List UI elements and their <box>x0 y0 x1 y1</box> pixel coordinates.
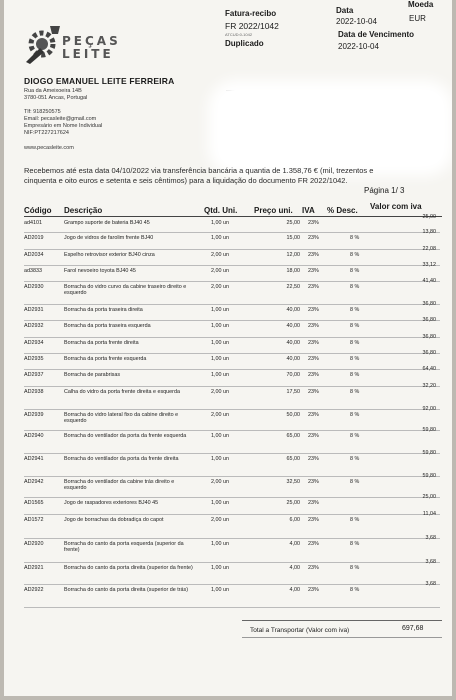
cell-value: 59,80 <box>422 450 436 456</box>
cell-iva: 23% <box>308 565 319 571</box>
cell-disc: 8 % <box>350 587 360 593</box>
cell-qty: 1,00 un <box>211 356 229 362</box>
company-website: www.pecasleite.com <box>24 145 74 151</box>
logo-text-line1: PEÇAS <box>62 34 121 48</box>
cell-qty: 2,00 un <box>211 412 229 418</box>
cell-disc: 8 % <box>350 268 360 274</box>
cell-disc: 8 % <box>350 252 360 258</box>
cell-desc: Borracha do canto da porta direita (superior da frente) <box>64 565 193 571</box>
row-divider <box>24 562 440 563</box>
cell-price: 15,00 <box>286 235 300 241</box>
invoice-page <box>4 0 452 696</box>
cell-desc: Espelho retrovisor exterior BJ40 cinza <box>64 252 155 258</box>
cell-code: AD2931 <box>24 307 44 313</box>
cell-price: 25,00 <box>286 220 300 226</box>
cell-value: 32,20 <box>422 383 436 389</box>
cell-code: AD2921 <box>24 565 44 571</box>
cell-value: 13,80 <box>422 229 436 235</box>
cell-price: 65,00 <box>286 433 300 439</box>
cell-desc: Borracha do vidro curvo da cabine traseiro direito e esquerdo <box>64 284 187 297</box>
gear-icon <box>24 22 64 64</box>
cell-qty: 1,00 un <box>211 456 229 462</box>
cell-desc: Grampo suporte de bateria BJ40 45 <box>64 220 150 226</box>
cell-disc: 8 % <box>350 541 360 547</box>
cell-qty: 1,00 un <box>211 340 229 346</box>
cell-value: 3,68 <box>425 581 436 587</box>
cell-disc: 8 % <box>350 389 360 395</box>
cell-qty: 2,00 un <box>211 268 229 274</box>
cell-value: 41,40 <box>422 278 436 284</box>
cell-desc: Borracha do ventilador da cabine trás direito e esquerdo <box>64 479 175 492</box>
total-value: 697,68 <box>402 625 424 632</box>
cell-iva: 23% <box>308 340 319 346</box>
cell-desc: Jogo de vidros de farolim frente BJ40 <box>64 235 154 241</box>
cell-qty: 2,00 un <box>211 284 229 290</box>
company-name: DIOGO EMANUEL LEITE FERREIRA <box>24 76 175 86</box>
logo-text-line2: LEITE <box>62 47 114 61</box>
cell-value: 25,00 <box>422 494 436 500</box>
cell-iva: 23% <box>308 284 319 290</box>
row-divider <box>24 353 440 354</box>
cell-qty: 2,00 un <box>211 389 229 395</box>
cell-value: 59,80 <box>422 427 436 433</box>
company-address-line2: 3780-051 Ancas, Portugal <box>24 95 88 101</box>
row-divider <box>24 320 440 321</box>
row-divider <box>24 337 440 338</box>
cell-code: AD2937 <box>24 372 44 378</box>
col-header-description: Descrição <box>64 206 103 215</box>
cell-value: 25,00 <box>422 214 436 220</box>
cell-desc: Borracha da porta traseira direita <box>64 307 143 313</box>
row-divider <box>24 265 440 266</box>
due-date-label: Data de Vencimento <box>338 30 415 39</box>
cell-price: 17,50 <box>286 389 300 395</box>
cell-price: 6,00 <box>289 517 300 523</box>
cell-price: 40,00 <box>286 340 300 346</box>
cell-iva: 23% <box>308 479 319 485</box>
row-divider <box>24 386 440 387</box>
cell-desc: Farol nevoeiro toyota BJ40 45 <box>64 268 136 274</box>
cell-code: AD2034 <box>24 252 44 258</box>
cell-disc: 8 % <box>350 340 360 346</box>
page-indicator: Página 1/ 3 <box>364 186 405 195</box>
cell-value: 33,12 <box>422 262 436 268</box>
row-divider <box>24 607 440 608</box>
cell-value: 22,08 <box>422 246 436 252</box>
cell-code: AD2920 <box>24 541 44 547</box>
cell-code: AD2930 <box>24 284 44 290</box>
cell-value: 3,68 <box>425 559 436 565</box>
cell-qty: 2,00 un <box>211 252 229 258</box>
cell-qty: 1,00 un <box>211 587 229 593</box>
cell-price: 22,50 <box>286 284 300 290</box>
client-redaction <box>218 90 444 166</box>
cell-code: AD2935 <box>24 356 44 362</box>
company-phone: Tlf: 918250575 <box>24 109 61 115</box>
cell-disc: 8 % <box>350 456 360 462</box>
company-address-line1: Rua da Ameixoeira 14B <box>24 88 82 94</box>
cell-price: 40,00 <box>286 307 300 313</box>
cell-iva: 23% <box>308 433 319 439</box>
cell-disc: 8 % <box>350 372 360 378</box>
cell-desc: Jogo de raspadores exteriores BJ40 45 <box>64 500 159 506</box>
row-divider <box>24 497 440 498</box>
company-email: Email: pecasleite@gmail.com <box>24 116 97 122</box>
cell-disc: 8 % <box>350 307 360 313</box>
cell-price: 32,50 <box>286 479 300 485</box>
cell-code: ad4101 <box>24 220 42 226</box>
cell-code: AD2922 <box>24 587 44 593</box>
cell-code: AD2938 <box>24 389 44 395</box>
cell-qty: 2,00 un <box>211 517 229 523</box>
cell-qty: 1,00 un <box>211 220 229 226</box>
cell-value: 36,80 <box>422 334 436 340</box>
col-header-qty: Qtd. Uni. <box>204 206 238 215</box>
col-header-code: Código <box>24 206 52 215</box>
doc-atcud: ATCUD:0-1042 <box>225 32 253 37</box>
cell-disc: 8 % <box>350 479 360 485</box>
cell-iva: 23% <box>308 456 319 462</box>
cell-code: AD2942 <box>24 479 44 485</box>
cell-disc: 8 % <box>350 356 360 362</box>
cell-value: 92,00 <box>422 406 436 412</box>
cell-value: 59,80 <box>422 473 436 479</box>
cell-value: 36,80 <box>422 317 436 323</box>
cell-price: 12,00 <box>286 252 300 258</box>
cell-iva: 23% <box>308 517 319 523</box>
row-divider <box>24 304 440 305</box>
company-regime: Empresário em Nome Individual <box>24 123 103 129</box>
cell-disc: 8 % <box>350 433 360 439</box>
cell-iva: 23% <box>308 412 319 418</box>
cell-desc: Borracha do canto da porta esquerda (superior da frente) <box>64 541 184 554</box>
company-logo <box>24 20 134 64</box>
cell-iva: 23% <box>308 307 319 313</box>
cell-value: 3,68 <box>425 535 436 541</box>
cell-iva: 23% <box>308 587 319 593</box>
cell-code: AD2940 <box>24 433 44 439</box>
doc-date: 2022-10-04 <box>336 17 377 26</box>
cell-desc: Borracha da porta traseira esquerda <box>64 323 151 329</box>
doc-number: FR 2022/1042 <box>225 21 279 31</box>
due-date: 2022-10-04 <box>338 42 379 51</box>
cell-iva: 23% <box>308 220 319 226</box>
cell-code: AD2939 <box>24 412 44 418</box>
cell-price: 70,00 <box>286 372 300 378</box>
cell-desc: Borracha de parabrisas <box>64 372 121 378</box>
cell-code: AD2941 <box>24 456 44 462</box>
cell-desc: Borracha do ventilador da porta da frente esquerda <box>64 433 187 439</box>
cell-value: 11,04 <box>422 511 436 517</box>
cell-qty: 2,00 un <box>211 479 229 485</box>
cell-iva: 23% <box>308 500 319 506</box>
cell-qty: 1,00 un <box>211 500 229 506</box>
cell-price: 18,00 <box>286 268 300 274</box>
col-header-value: Valor com iva <box>370 202 422 211</box>
row-divider <box>24 369 440 370</box>
col-header-price: Preço uni. <box>254 206 293 215</box>
cell-iva: 23% <box>308 323 319 329</box>
cell-disc: 8 % <box>350 235 360 241</box>
row-divider <box>24 409 440 410</box>
cell-disc: 8 % <box>350 412 360 418</box>
cell-qty: 1,00 un <box>211 235 229 241</box>
row-divider <box>24 453 440 454</box>
cell-desc: Calha do vidro da porta frente direita e esquerda <box>64 389 180 395</box>
cell-qty: 1,00 un <box>211 323 229 329</box>
row-divider <box>24 430 440 431</box>
col-header-discount: % Desc. <box>327 206 358 215</box>
cell-desc: Borracha do vidro lateral fixo da cabine direito e esquerdo <box>64 412 179 425</box>
cell-qty: 1,00 un <box>211 541 229 547</box>
total-label: Total a Transportar (Valor com iva) <box>250 627 350 634</box>
cell-price: 65,00 <box>286 456 300 462</box>
cell-disc: 8 % <box>350 323 360 329</box>
cell-price: 40,00 <box>286 323 300 329</box>
cell-qty: 1,00 un <box>211 307 229 313</box>
doc-currency: EUR <box>409 14 426 23</box>
cell-disc: 8 % <box>350 284 360 290</box>
cell-code: AD2934 <box>24 340 44 346</box>
cell-price: 25,00 <box>286 500 300 506</box>
cell-iva: 23% <box>308 356 319 362</box>
cell-iva: 23% <box>308 541 319 547</box>
cell-code: AD2932 <box>24 323 44 329</box>
cell-code: AD1572 <box>24 517 44 523</box>
cell-price: 50,00 <box>286 412 300 418</box>
cell-value: 36,80 <box>422 350 436 356</box>
row-divider <box>24 476 440 477</box>
cell-desc: Borracha do canto da porta direita (superior de trás) <box>64 587 189 593</box>
cell-price: 4,00 <box>289 541 300 547</box>
doc-copy-label: Duplicado <box>225 39 264 48</box>
cell-qty: 1,00 un <box>211 565 229 571</box>
row-divider <box>24 538 440 539</box>
cell-code: AD2019 <box>24 235 44 241</box>
cell-desc: Borracha do ventilador da porta da frente direita <box>64 456 179 462</box>
cell-iva: 23% <box>308 235 319 241</box>
cell-value: 64,40 <box>422 366 436 372</box>
cell-qty: 1,00 un <box>211 433 229 439</box>
cell-iva: 23% <box>308 268 319 274</box>
cell-iva: 23% <box>308 389 319 395</box>
cell-disc: 8 % <box>350 517 360 523</box>
row-divider <box>24 249 440 250</box>
cell-value: 36,80 <box>422 301 436 307</box>
cell-qty: 1,00 un <box>211 372 229 378</box>
table-header-rule <box>24 216 442 217</box>
cell-desc: Borracha da porta frente esquerda <box>64 356 147 362</box>
cell-iva: 23% <box>308 252 319 258</box>
cell-disc: 8 % <box>350 565 360 571</box>
cell-code: ad3833 <box>24 268 42 274</box>
payment-message-line1: Recebemos até esta data 04/10/2022 via transferência bancária a quantia de 1.358,76 € (mil, trezentos e <box>24 166 374 175</box>
col-header-iva: IVA <box>302 206 315 215</box>
cell-price: 4,00 <box>289 565 300 571</box>
doc-type: Fatura-recibo <box>225 9 277 18</box>
cell-code: AD1565 <box>24 500 44 506</box>
cell-desc: Borracha da porta frente direita <box>64 340 139 346</box>
payment-message-line2: cinquenta e oito euros e setenta e seis cêntimos) para a liquidação do documento FR 2022/1042. <box>24 176 348 185</box>
company-nif: NIF:PT227217624 <box>24 130 69 136</box>
cell-desc: Jogo de borrachas da dobradiça do capot <box>64 517 164 523</box>
date-label: Data <box>336 6 354 15</box>
row-divider <box>24 584 440 585</box>
row-divider <box>24 232 440 233</box>
row-divider <box>24 514 440 515</box>
cell-price: 4,00 <box>289 587 300 593</box>
cell-price: 40,00 <box>286 356 300 362</box>
currency-label: Moeda <box>408 0 434 9</box>
cell-iva: 23% <box>308 372 319 378</box>
row-divider <box>24 281 440 282</box>
